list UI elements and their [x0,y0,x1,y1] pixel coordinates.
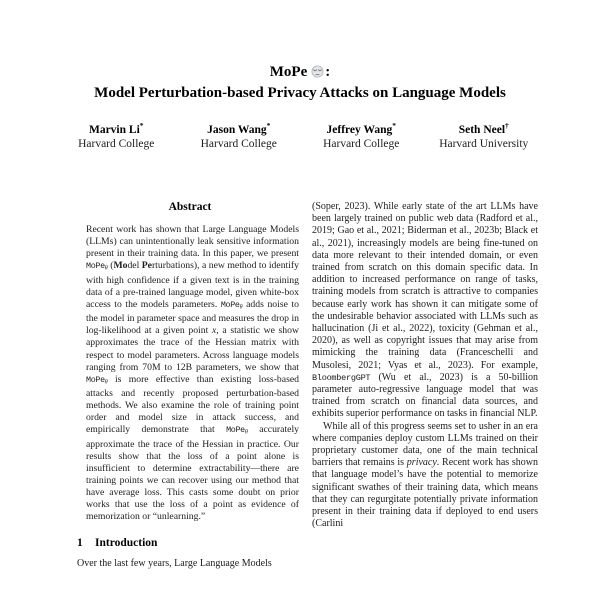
right-column [312,201,538,600]
section-title: Introduction [95,536,158,549]
author-footnote-mark: † [505,121,509,131]
pensive-face-emoji-icon [311,65,324,84]
text-segment: (Soper, 2023). While early state of the art LLMs have been largely trained on public web data (Radford et al., 2019; Gao et al., 2021; Biderman et al., 2023b; Black et al., 2021), increasingly models are being fine-tuned on data more relevant to their intended domain, or even trained from scratch on this domain specific data. In addition to increased performance on range of tasks, training models from scratch is attractive to companies because early work has shown it can mitigate some of the undesirable behavior associated with LLMs such as hallucination (Ji et al., 2022), toxicity (Gehman et al., 2020), as well as copyright issues that may arise from mimicking the training data (Franceschelli and Musolesi, 2021; Vyas et al., 2023). For example, [312,201,538,371]
text-segment: (Wu et al., 2023) is a 50-billion parameter auto-regressive language model that was trained from scratch on financial data sources, and exhibits superior performance on tasks in financial NLP. [312,371,538,420]
introduction-heading [77,537,303,549]
paragraph [312,421,538,531]
author-3 [300,123,423,151]
author-name: Jeffrey Wang* [326,121,396,136]
text-segment: MoPe [220,299,240,310]
text-segment: MoPe [86,374,105,385]
title-suffix: : [325,64,331,80]
abstract-heading: Abstract [168,201,212,213]
text-segment: . Recent work has shown that language model’s have the potential to memorize significant swathes of their training data, which means that they can regurgitate potentially private information present in their training data if deployed to end users (Carlini [312,457,538,530]
text-segment: del [127,260,142,272]
introduction-first-paragraph: Over the last few years, Large Language Models [77,557,272,569]
text-segment: θ [244,429,248,436]
text-segment: adds noise to the model in parameter space and measures the drop in log-likelihood at a given point [86,298,299,337]
text-segment: ( [107,260,114,272]
author-affiliation: Harvard College [200,138,277,150]
text-segment: BloombergGPT [312,372,371,383]
abstract-text [86,224,299,524]
author-1 [55,123,178,151]
author-footnote-mark: * [139,121,144,131]
author-affiliation: Harvard College [78,138,155,150]
text-segment: x [211,325,217,337]
author-footnote-mark: * [392,121,396,131]
authors-row [55,123,545,151]
title-prefix: MoPe [269,64,308,80]
text-segment: θ [104,379,108,386]
text-segment: Recent work has shown that Large Language Models (LLMs) can unintentionally leak sensitive information present in their training data. In this paper, we present [86,224,299,260]
text-segment: While all of this progress seems set to usher in an era where companies deploy custom LLMs trained on their proprietary customer data, one of the main technical barriers that remains is [312,420,538,469]
author-2 [178,123,301,151]
paper-title [0,63,600,102]
text-segment: rturbations), a new method to identify with high confidence if a given text is in the training data of a pre-trained language model, given white-box access to the models parameters. [86,260,299,310]
author-affiliation: Harvard University [439,138,529,150]
text-segment: θ [104,265,108,272]
text-segment: Pe [141,260,152,272]
text-segment: θ [239,304,243,311]
text-segment: Mo [113,260,128,272]
text-segment: accurately approximate the trace of the Hessian in practice. Our results show that the loss of a point alone is insufficient to determine extractability—there are training points we can recover using our method that have average loss. This casts some doubt on prior works that use the loss of a point as evidence of memorization or “unlearning.” [86,424,299,523]
section-number: 1 [77,536,83,549]
author-name: Marvin Li* [88,121,144,136]
left-column [77,201,303,570]
text-segment: privacy [406,457,437,469]
title-line-2: Model Perturbation-based Privacy Attacks on Language Models [94,84,506,101]
text-segment: is more effective than existing loss-based attacks and recently proposed perturbation-based methods. We also examine the role of training point order and model size in attack success, and empirically demonstrate that [86,373,299,436]
author-name: Seth Neel† [458,121,509,136]
text-segment: , a statistic we show approximates the trace of the Hessian matrix with respect to model parameters. Across language models ranging from 70M to 12B parameters, we show that [86,325,299,373]
text-segment: MoPe [86,261,105,272]
title-line-1 [0,63,600,84]
author-footnote-mark: * [266,121,271,131]
author-affiliation: Harvard College [323,138,400,150]
author-name: Jason Wang* [207,121,271,136]
author-4 [423,123,546,151]
text-segment: MoPe [226,425,245,436]
paragraph [312,201,538,421]
